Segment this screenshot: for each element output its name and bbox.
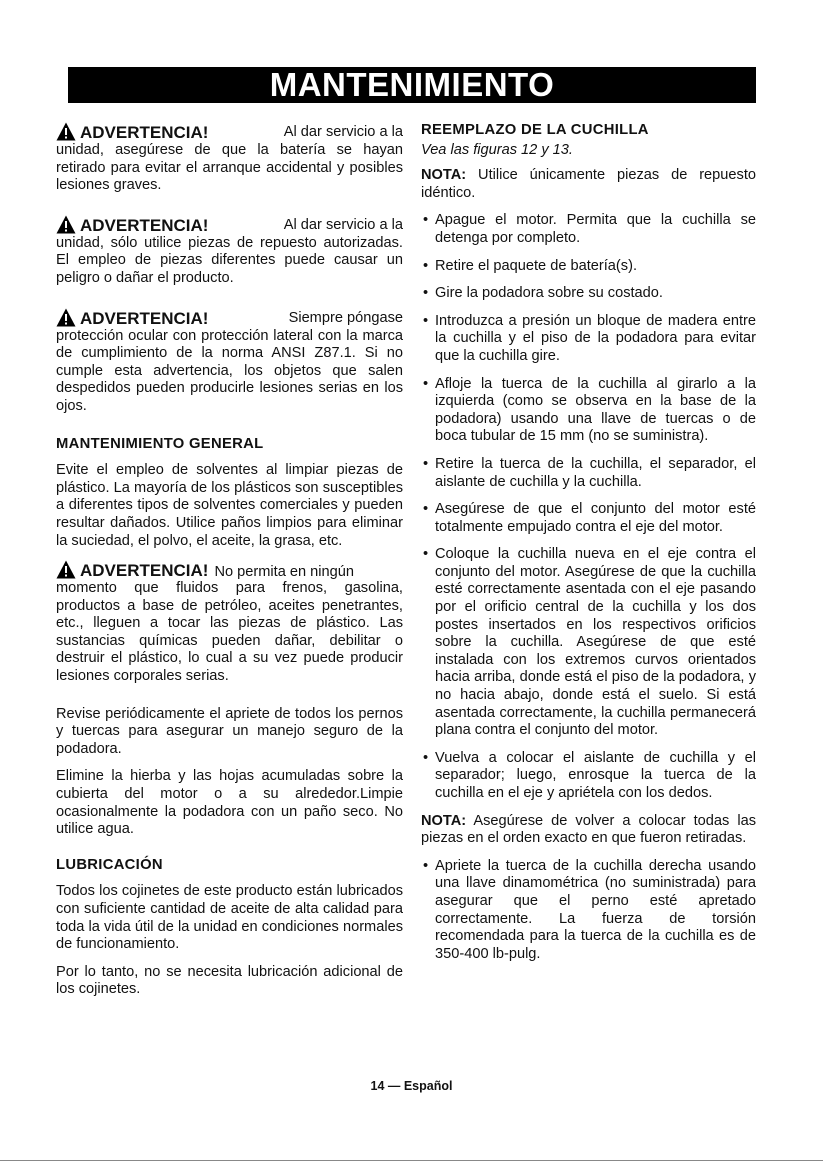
left-column — [56, 122, 403, 1009]
warning-word: ADVERTENCIA! — [80, 123, 209, 142]
lubrication-paragraph-1: Todos los cojinetes de este producto están lubricados con suficiente cantidad de aceite de alta calidad para toda la vida útil de la unidad en condiciones normales de funcionamiento. — [56, 883, 403, 953]
warning-lead: No permita en ningún — [214, 564, 354, 581]
section-heading-general-maintenance: MANTENIMIENTO GENERAL — [56, 435, 264, 452]
warning-word: ADVERTENCIA! — [80, 561, 209, 581]
blade-torque-steps-list — [421, 858, 756, 964]
warning-2 — [56, 215, 403, 288]
warning-lead: Al dar servicio a la — [283, 124, 403, 140]
warning-3 — [56, 308, 403, 416]
warning-lead: Al dar servicio a la — [283, 216, 403, 233]
page-title: MANTENIMIENTO — [68, 67, 756, 103]
list-item: • Afloje la tuerca de la cuchilla al girarlo a la izquierda (como se observa en la base de la podadora) usando una llave de tuercas o de boca tubular de 15 mm (no se suministra). — [421, 376, 756, 446]
list-item: • Apague el motor. Permita que la cuchilla se detenga por completo. — [421, 212, 756, 247]
warning-triangle-icon — [56, 215, 76, 234]
see-figures-reference: Vea las figuras 12 y 13. — [421, 141, 573, 158]
list-item: • Retire el paquete de batería(s). — [421, 258, 756, 276]
warning-body: unidad, sólo utilice piezas de repuesto autorizadas. El empleo de piezas diferentes puede causar un peligro o dañar el producto. — [56, 234, 403, 286]
warning-word: ADVERTENCIA! — [80, 308, 209, 328]
section-heading-blade-replacement: REEMPLAZO DE LA CUCHILLA — [421, 122, 649, 138]
warning-triangle-icon — [56, 122, 76, 141]
warning-1 — [56, 122, 403, 195]
note-label: NOTA: — [421, 812, 467, 829]
warning-body: unidad, asegúrese de que la batería se hayan retirado para evitar el arranque accidental y posibles lesiones graves. — [56, 142, 403, 194]
warning-triangle-icon — [56, 308, 76, 327]
warning-triangle-icon — [56, 560, 76, 579]
warning-4 — [56, 560, 403, 686]
blade-steps-list — [421, 212, 756, 802]
list-item: • Apriete la tuerca de la cuchilla derecha usando una llave dinamométrica (no suministrada) para asegurar que el perno esté apretado correctamente. La fuerza de torsión recomendada para la tuerca de la cuchilla es de 350-400 lb-pulg. — [421, 858, 756, 964]
page-footer: 14 — Español — [370, 1079, 453, 1093]
list-item: • Introduzca a presión un bloque de madera entre la cuchilla y el piso de la podadora para evitar que la cuchilla gire. — [421, 313, 756, 366]
list-item: • Coloque la cuchilla nueva en el eje contra el conjunto del motor. Asegúrese de que la cuchilla esté correctamente asentada con el eje pasando por el orificio central de la cuchilla y los dos postes insertados en los respectivos orificios sobre la cuchilla. Asegúrese de que esté instalada con los extremos curvos orientados hacia arriba, donde está el piso de la podadora, y no hacia abajo, donde está el suelo. Si está asentada correctamente, la cuchilla permanecerá plana contra el conjunto del motor. — [421, 546, 756, 740]
warning-lead: Siempre póngase — [288, 309, 403, 326]
cleaning-paragraph: Elimine la hierba y las hojas acumuladas sobre la cubierta del motor o a su alrededor.Limpie ocasionalmente la podadora con un paño seco. No utilice agua. — [56, 768, 403, 838]
list-item: • Vuelva a colocar el aislante de cuchilla y el separador; luego, enrosque la tuerca de la cuchilla en el eje y apriétela con los dedos. — [421, 750, 756, 803]
warning-word: ADVERTENCIA! — [80, 215, 209, 235]
note-text: Utilice únicamente piezas de repuesto idéntico. — [421, 167, 756, 201]
warning-body: protección ocular con protección lateral con la marca de cumplimiento de la norma ANSI Z87.1. Si no cumple esta advertencia, los objetos que salen despedidos pueden producirle lesiones serias en los ojos. — [56, 327, 403, 414]
lubrication-paragraph-2: Por lo tanto, no se necesita lubricación adicional de los cojinetes. — [56, 963, 403, 998]
list-item: • Gire la podadora sobre su costado. — [421, 285, 756, 303]
general-maintenance-paragraph: Evite el empleo de solventes al limpiar piezas de plástico. La mayoría de los plásticos son susceptibles a diferentes tipos de solventes comerciales y pueden resultar dañados. Utilice paños limpios para eliminar la suciedad, el polvo, el aceite, la grasa, etc. — [56, 462, 403, 549]
warning-body: momento que fluidos para frenos, gasolina, productos a base de petróleo, aceites penetrantes, etc., lleguen a tocar las piezas de plástico. Las sustancias químicas pueden dañar, debilitar o destruir el plástico, lo cual a su vez puede producir lesiones corporales serias. — [56, 580, 403, 685]
list-item: • Asegúrese de que el conjunto del motor esté totalmente empujado contra el eje del motor. — [421, 501, 756, 536]
right-column — [421, 122, 756, 973]
note-label: NOTA: — [421, 167, 467, 184]
note-text: Asegúrese de volver a colocar todas las piezas en el orden exacto en que fueron retiradas. — [421, 812, 757, 847]
bottom-divider — [0, 1160, 823, 1161]
section-heading-lubrication: LUBRICACIÓN — [56, 856, 163, 873]
note-1 — [421, 167, 756, 202]
note-2 — [421, 813, 756, 848]
list-item: • Retire la tuerca de la cuchilla, el separador, el aislante de cuchilla y la cuchilla. — [421, 456, 756, 491]
bolts-paragraph: Revise periódicamente el apriete de todos los pernos y tuercas para asegurar un manejo seguro de la podadora. — [56, 705, 403, 757]
